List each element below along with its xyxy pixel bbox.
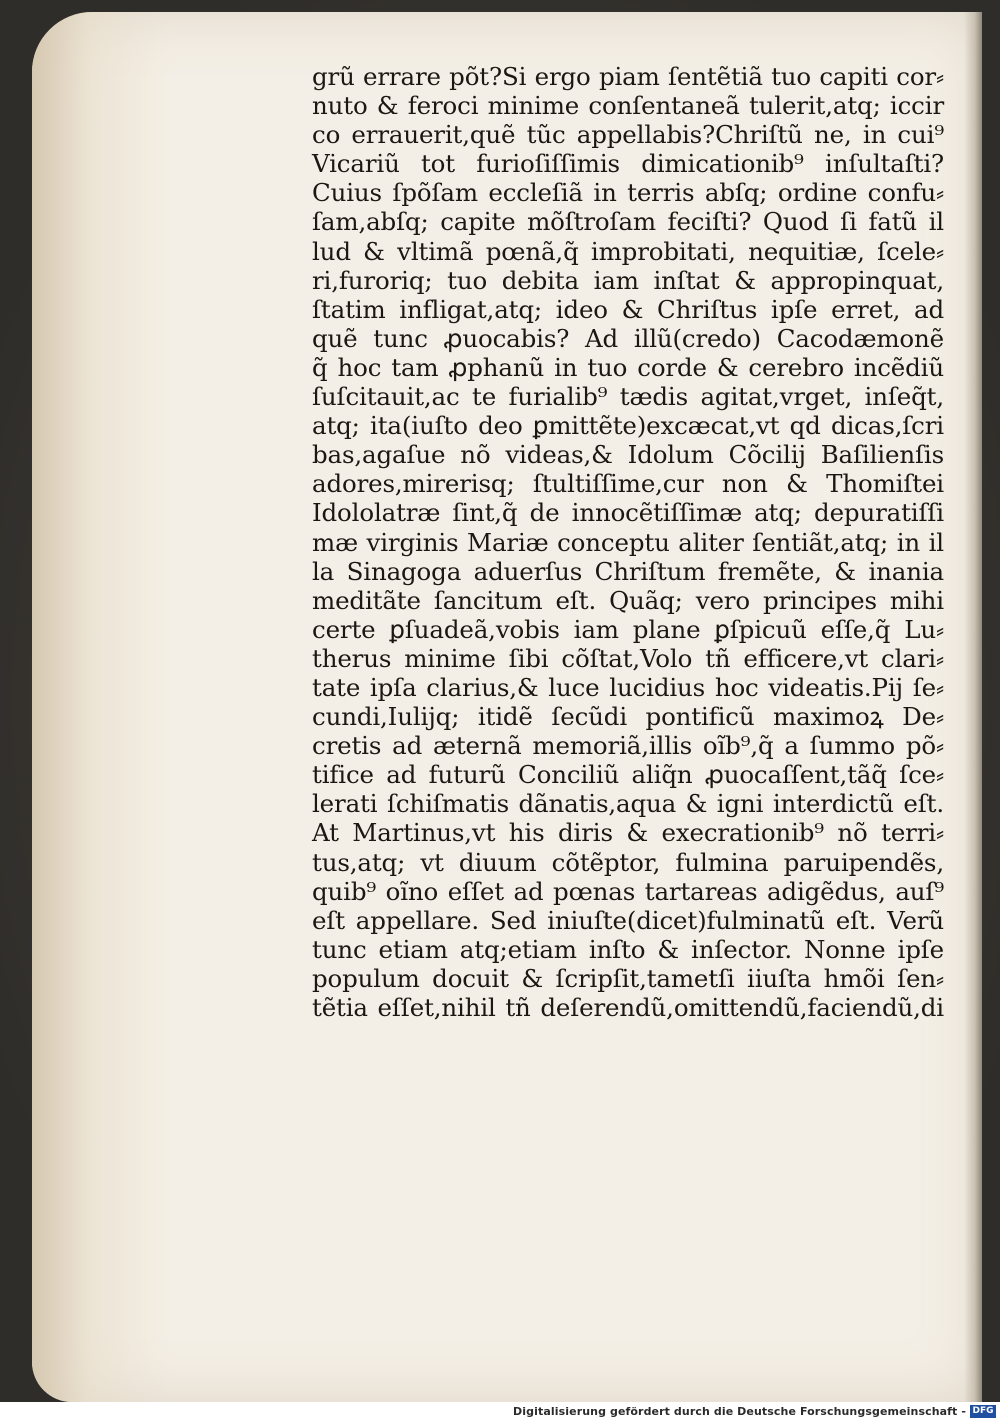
text-line: tus,atq; vt diuum cõtẽptor, fulmina paruipendẽs,: [312, 847, 944, 877]
text-line: certe ꝑſuadeã,vobis iam plane ꝑſpicuũ eſſe,q̃ Lu⸗: [312, 614, 944, 644]
page-gutter: [964, 12, 982, 1402]
text-line: cretis ad æternã memoriã,illis oĩb⁹,q̃ a ſummo põ⸗: [312, 731, 944, 761]
text-line: Cuius ſpõſam eccleſiã in terris abſq; ordine confu⸗: [312, 178, 944, 208]
text-line: ſuſcitauit,ac te furialib⁹ tædis agitat,vrget, inſeq̃t,: [312, 382, 944, 412]
text-line: mæ virginis Mariæ conceptu aliter ſentiãt,atq; in il: [312, 527, 944, 557]
text-line: tate ipſa clarius,& luce lucidius hoc videatis.Pij ſe⸗: [312, 672, 944, 702]
text-line: atq; ita(iuſto deo ꝑmittẽte)excæcat,vt qd dicas,ſcri: [312, 411, 944, 441]
text-line: nuto & feroci minime conſentaneã tulerit,atq; iccir: [312, 91, 944, 121]
text-line: eſt appellare. Sed iniuſte(dicet)fulminatũ eſt. Verũ: [312, 905, 944, 935]
text-line: therus minime ſibi cõſtat,Volo tñ efficere,vt clari⸗: [312, 643, 944, 673]
text-line: adores,mirerisq; ſtultiſſime,cur non & Thomiſtei: [312, 469, 944, 499]
text-line: tunc etiam atq;etiam inſto & inſector. Nonne ipſe: [312, 934, 944, 964]
text-line: Vicariũ tot furioſiſſimis dimicationib⁹ inſultaſti?: [312, 149, 944, 179]
text-line: lud & vltimã pœnã,q̃ improbitati, nequitiæ, ſcele⸗: [312, 236, 944, 266]
text-line: meditãte ſancitum eſt. Quãq; vero principes mihi: [312, 585, 944, 615]
text-line: bas,agaſue nõ videas,& Idolum Cõcilij Baſilienſis: [312, 440, 944, 470]
main-text-block: [312, 62, 944, 1022]
text-line: ſtatim infligat,atq; ideo & Chriſtus ipſe erret, ad: [312, 294, 944, 324]
funding-credit: Digitalisierung gefördert durch die Deutsche Forschungsgemeinschaft -: [513, 1405, 966, 1418]
text-line: q̃ hoc tam ꝓphanũ in tuo corde & cerebro incẽdiũ: [312, 352, 944, 382]
text-line: cundi,Iulijq; itidẽ ſecũdi pontificũ maximoꝝ De⸗: [312, 702, 944, 732]
text-line: lerati ſchiſmatis dãnatis,aqua & igni interdictũ eſt.: [312, 789, 944, 819]
text-line: ri,furoriq; tuo debita iam inſtat & appropinquat,: [312, 265, 944, 295]
text-line: tẽtia eſſet,nihil tñ deſerendũ,omittendũ,faciendũ,di: [312, 993, 944, 1022]
text-line: ſam,abſq; capite mõſtroſam feciſti? Quod ſi fatũ il: [312, 207, 944, 237]
text-line: quib⁹ oĩno eſſet ad pœnas tartareas adigẽdus, auſ⁹: [312, 876, 944, 906]
dfg-logo[interactable]: DFG: [970, 1405, 996, 1418]
footer-bar: [0, 1402, 1000, 1422]
text-line: Idololatræ ſint,q̃ de innocẽtiſſimæ atq; depuratiſſi: [312, 498, 944, 528]
text-line: grũ errare põt?Si ergo piam ſentẽtiã tuo capiti cor⸗: [312, 62, 944, 91]
text-line: la Sinagoga aduerſus Chriſtum fremẽte, & inania: [312, 556, 944, 586]
text-line: co errauerit,quẽ tũc appellabis?Chriſtũ ne, in cui⁹: [312, 120, 944, 150]
text-line: At Martinus,vt his diris & execrationib⁹ nõ terri⸗: [312, 818, 944, 848]
text-line: populum docuit & ſcripſit,tametſi iiuſta hmõi ſen⸗: [312, 963, 944, 993]
text-line: quẽ tunc ꝓuocabis? Ad illũ(credo) Cacodæmonẽ: [312, 323, 944, 353]
text-line: tifice ad futurũ Conciliũ aliq̃n ꝓuocaſſent,tãq̃ ſce⸗: [312, 760, 944, 790]
